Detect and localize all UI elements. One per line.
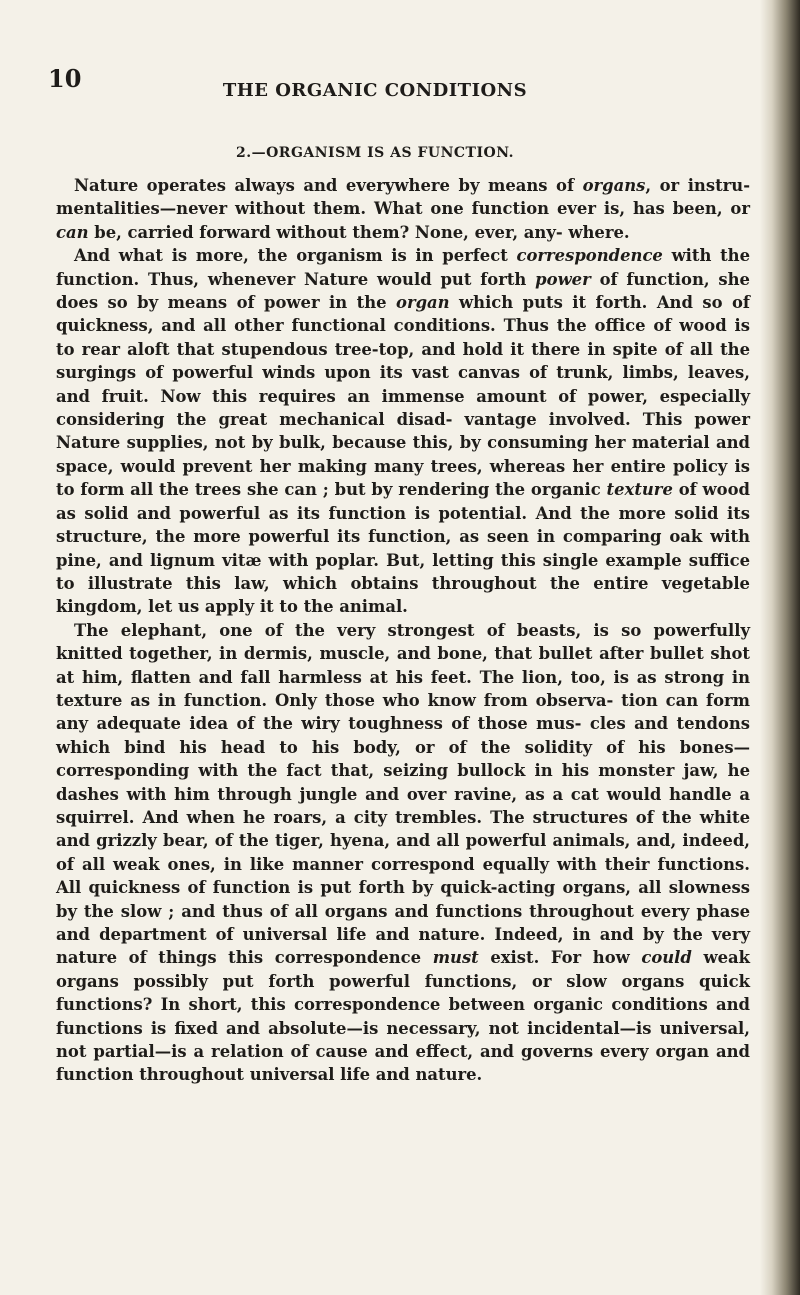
text-run: be, carried forward without them? None, ever, any- where.	[88, 222, 630, 242]
running-head: THE ORGANIC CONDITIONS	[222, 80, 528, 101]
paragraph	[56, 619, 750, 1087]
text-run: , or instru- mentalities—never without them. What one function ever is, has been, or	[56, 176, 751, 219]
text-run: with the function. Thus, whenever Nature would put forth	[56, 246, 751, 289]
italic-text: can	[56, 222, 89, 242]
text-run: weak organs possibly put forth powerful functions, or slow organs quick functions? In short, this correspondence between organic conditions and functions is fixed and absolute—is necessary, not incidental—is universal, not partial—is a relation of cause and effect, and governs every organ and function throughout universal life and nature.	[56, 948, 750, 1085]
text-run: of function, she does so by means of power in the	[56, 269, 750, 313]
italic-text: could	[641, 948, 692, 968]
text-run: Nature operates always and everywhere by means of	[74, 176, 583, 195]
text-run: of wood as solid and powerful as its function is potential. And the more solid its structure, the more powerful its function, as seen in comparing oak with pine, and lignum vitæ with poplar. But, letting this single example suffice to illustrate this law, which obtains throughout the entire vegetable kingdom, let us apply it to the animal.	[56, 480, 750, 617]
italic-text: correspondence	[516, 246, 663, 266]
page-number: 10	[48, 64, 82, 93]
paragraph	[56, 244, 750, 619]
body-text	[56, 174, 750, 1087]
italic-text: must	[432, 948, 479, 968]
binding-edge	[760, 0, 800, 1295]
text-run: exist. For how	[478, 948, 642, 968]
italic-text: texture	[606, 480, 673, 500]
text-run: which puts it forth. And so of quickness, and all other functional conditions. Thus the office of wood is to rear aloft that stupendous tree-top, and hold it there in spite of all the surgings of powerful winds upon its vast canvas of trunk, limbs, leaves, and fruit. Now this requires an immense amount of power, especially considering the great mechanical disad- vantage involved. This power Nature supplies, not by bulk, because this, by consuming her material and space, would prevent her making many trees, whereas her entire policy is to form all the trees she can ; but by rendering the organic	[56, 293, 750, 500]
section-heading: 2.—ORGANISM IS AS FUNCTION.	[236, 145, 514, 161]
paragraph	[56, 174, 750, 244]
text-run: And what is more, the organism is in perfect	[74, 246, 517, 266]
italic-text: organ	[396, 293, 450, 313]
italic-text: organs	[582, 176, 646, 195]
italic-text: power	[535, 269, 591, 289]
text-run: The elephant, one of the very strongest of beasts, is so powerfully knitted together, in dermis, muscle, and bone, that bullet after bullet shot at him, flatten and fall harmless at his feet. The lion, too, is as strong in texture as in function. Only those who know from observa- tion can form any adequate idea of the wiry toughness of those mus- cles and tendons which bind his head to his body, or of the solidity of his bones—corresponding with the fact that, seizing bullock in his monster jaw, he dashes with him through jungle and over ravine, as a cat would handle a squirrel. And when he roars, a city trembles. The structures of the white and grizzly bear, of the tiger, hyena, and all powerful animals, and, indeed, of all weak ones, in like manner correspond equally with their functions. All quickness of function is put forth by quick-acting organs, all slowness by the slow ; and thus of all organs and functions throughout every phase and department of universal life and nature. Indeed, in and by the very nature of things this correspondence	[56, 620, 750, 968]
